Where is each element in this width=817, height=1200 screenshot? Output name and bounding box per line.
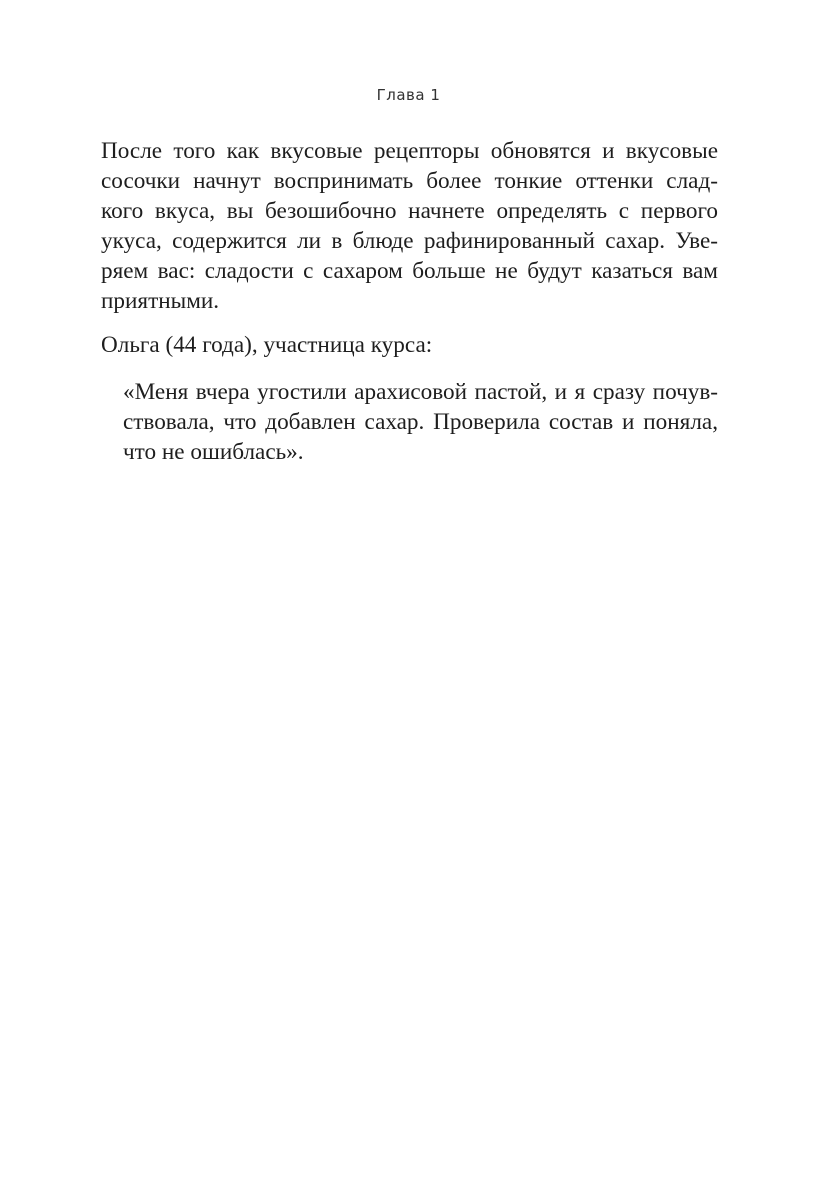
paragraph-line: кого вкуса, вы безошибочно начнете определять с первого xyxy=(101,198,718,224)
paragraph-line: укуса, содержится ли в блюде рафинированный сахар. Уве- xyxy=(101,228,718,254)
paragraph-line: сосочки начнут воспринимать более тонкие оттенки слад- xyxy=(101,168,718,194)
testimonial-quote xyxy=(123,377,718,467)
main-paragraph xyxy=(101,136,718,316)
quote-line: что не ошиблась». xyxy=(123,439,304,465)
paragraph-line: ряем вас: сладости с сахаром больше не будут казаться вам xyxy=(101,258,718,284)
running-header: Глава 1 xyxy=(376,86,441,104)
paragraph-line: После того как вкусовые рецепторы обновятся и вкусовые xyxy=(101,138,718,164)
quote-line: ствовала, что добавлен сахар. Проверила состав и поняла, xyxy=(123,409,718,435)
quote-line: «Меня вчера угостили арахисовой пастой, и я сразу почув- xyxy=(123,379,718,405)
paragraph-line: приятными. xyxy=(101,288,220,314)
testimonial-author: Ольга (44 года), участница курса: xyxy=(101,332,433,358)
